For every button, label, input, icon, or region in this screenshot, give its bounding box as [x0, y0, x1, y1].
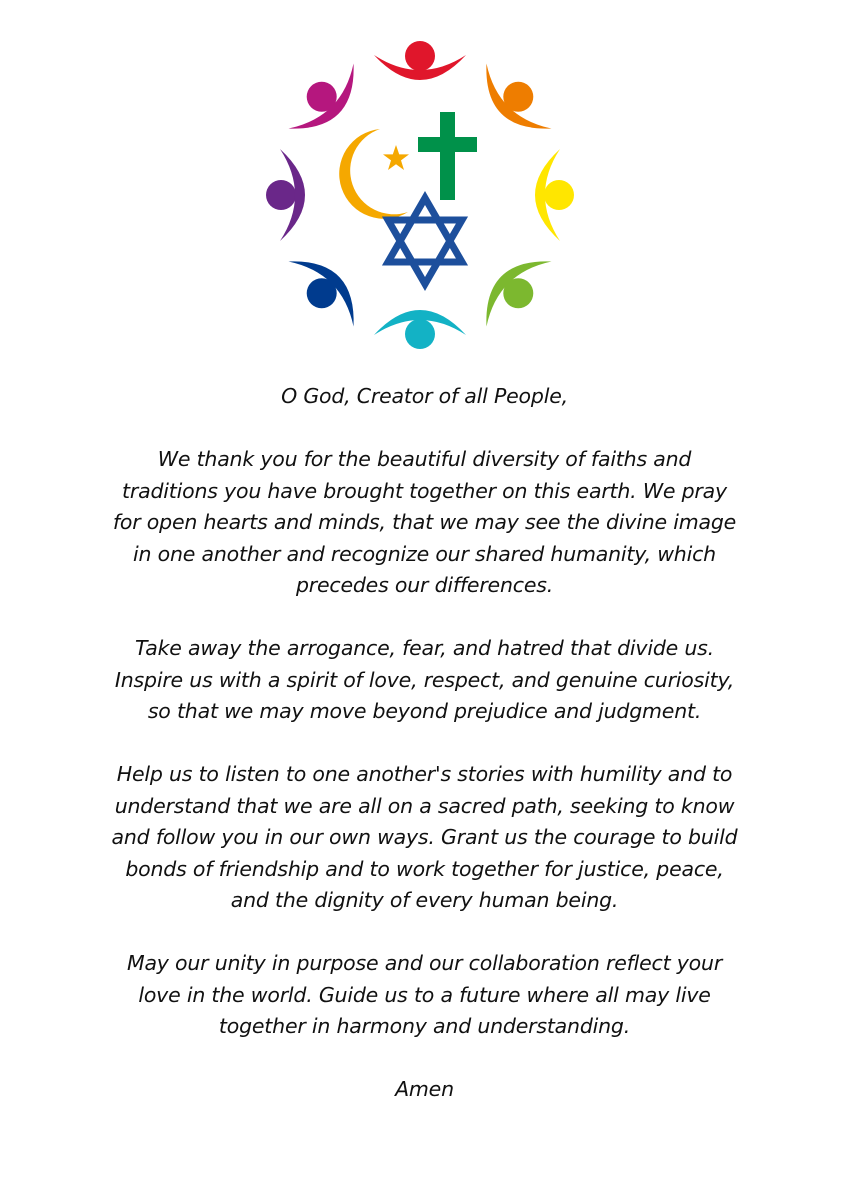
figure-navy	[279, 244, 372, 337]
prayer-line: May our unity in purpose and our collaboration reflect your	[126, 951, 723, 975]
prayer-salutation: O God, Creator of all People,	[281, 384, 568, 408]
prayer-line: together in harmony and understanding.	[218, 1014, 631, 1038]
prayer-line: for open hearts and minds, that we may see the divine image	[112, 510, 737, 534]
prayer-closing: Amen	[395, 1077, 454, 1101]
prayer-line: We thank you for the beautiful diversity of faiths and	[157, 447, 692, 471]
prayer-text	[40, 381, 809, 1106]
prayer-line: so that we may move beyond prejudice and judgment.	[147, 699, 702, 723]
prayer-line: Inspire us with a spirit of love, respect, and genuine curiosity,	[114, 667, 735, 692]
prayer-line: precedes our differences.	[295, 573, 554, 597]
prayer-line: traditions you have brought together on this earth. We pray	[122, 478, 727, 503]
prayer-line: in one another and recognize our shared humanity, which	[133, 541, 716, 566]
figure-red	[374, 41, 466, 80]
paragraph-spacer	[40, 917, 809, 949]
interfaith-unity-icon	[255, 30, 585, 360]
figure-purple	[266, 149, 305, 241]
star-of-david-icon	[388, 198, 462, 284]
figure-magenta	[279, 54, 372, 147]
figure-teal	[374, 310, 466, 349]
prayer-line: and follow you in our own ways. Grant us the courage to build	[111, 825, 738, 849]
prayer-line: Help us to listen to one another's stories with humility and to	[116, 762, 733, 786]
figure-green	[469, 244, 562, 337]
prayer-line: Take away the arrogance, fear, and hatred that divide us.	[135, 636, 714, 660]
prayer-line: bonds of friendship and to work together for justice, peace,	[125, 856, 724, 881]
figure-orange	[469, 54, 562, 147]
prayer-line: understand that we are all on a sacred path, seeking to know	[114, 793, 735, 818]
paragraph-spacer	[40, 602, 809, 634]
crescent-star-icon	[339, 129, 409, 219]
prayer-line: love in the world. Guide us to a future where all may live	[138, 982, 711, 1007]
paragraph-spacer	[40, 413, 809, 445]
paragraph-spacer	[40, 1043, 809, 1075]
cross-icon	[418, 112, 477, 200]
figure-yellow	[535, 149, 574, 241]
paragraph-spacer	[40, 728, 809, 760]
prayer-line: and the dignity of every human being.	[230, 888, 619, 912]
